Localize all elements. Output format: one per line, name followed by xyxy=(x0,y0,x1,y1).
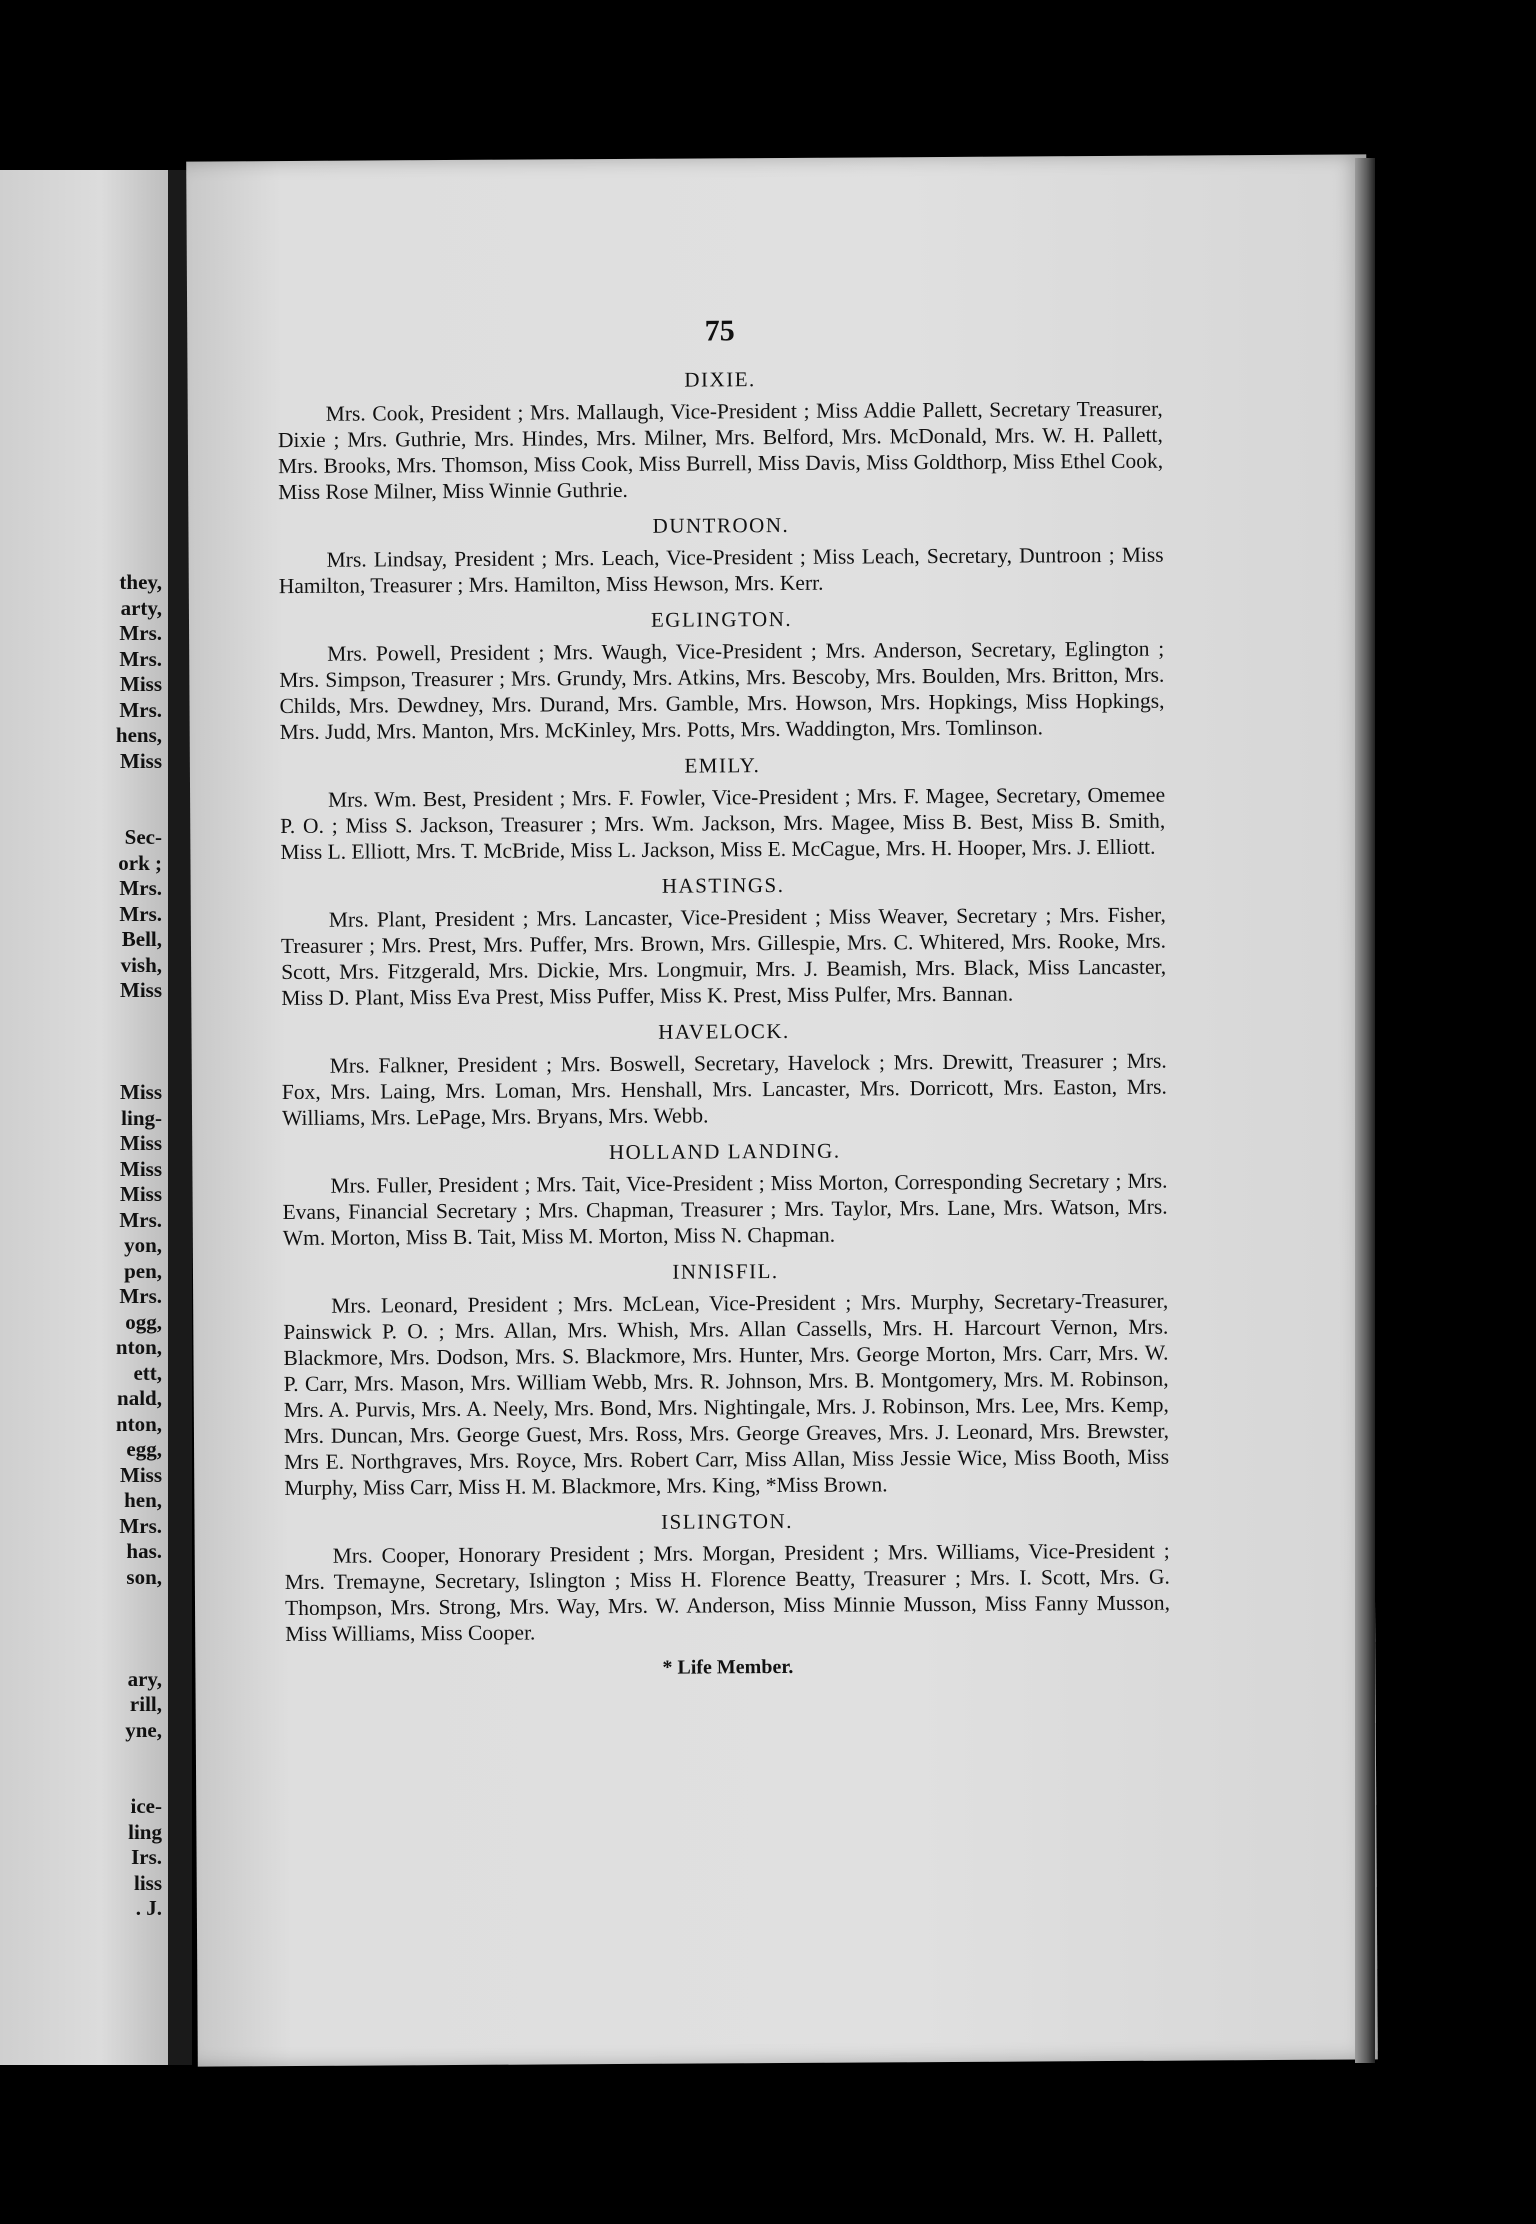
facing-fragment: nton, xyxy=(115,1335,162,1359)
section-body: Mrs. Lindsay, President ; Mrs. Leach, Vice-President ; Miss Leach, Secretary, Duntroon ; Miss Hamilton, Treasurer ; Mrs. Hamilton, Miss Hewson, Mrs. Kerr. xyxy=(278,542,1164,599)
facing-fragment: nald, xyxy=(117,1386,162,1410)
section-heading: INNISFIL. xyxy=(672,1259,779,1284)
facing-fragment: arty, xyxy=(120,595,162,620)
facing-fragment: Bell, xyxy=(121,927,162,951)
section-heading: HAVELOCK. xyxy=(658,1018,790,1044)
facing-fragment: Miss xyxy=(120,1080,162,1104)
facing-fragment: . J. xyxy=(135,1896,162,1920)
facing-fragment: pen, xyxy=(124,1258,162,1283)
section-body: Mrs. Leonard, President ; Mrs. McLean, Vice-President ; Mrs. Murphy, Secretary-Treasurer, Painswick P. O. ; Mrs. Allan, Mrs. Whish, Mrs. Allan Cassells, Mrs. H. Harcourt Vernon, Mrs. Blackmore, Mrs. Dodson, Mrs. S. Blackmore, Mrs. Hunter, Mrs. George Morton, Mrs. Carr, Mrs. W. P. Carr, Mrs. Mason, Mrs. William Webb, Mrs. R. Johnson, Mrs. B. Montgomery, Mrs. M. Robinson, Mrs. A. Purvis, Mrs. A. Neely, Mrs. Bond, Mrs. Nightingale, Mrs. J. Robinson, Mrs. Lee, Mrs. Kemp, Mrs. Duncan, Mrs. George Guest, Mrs. Ross, Mrs. George Greaves, Mrs. J. Leonard, Mrs. Brewster, Mrs E. Northgraves, Mrs. Royce, Mrs. Robert Carr, Miss Allan, Miss Jessie Wice, Miss Booth, Miss Murphy, Miss Carr, Miss H. M. Blackmore, Mrs. King, *Miss Brown. xyxy=(283,1288,1170,1501)
facing-fragment: liss xyxy=(133,1870,162,1895)
facing-fragment: has. xyxy=(126,1539,162,1563)
facing-fragment: yne, xyxy=(125,1717,162,1742)
facing-fragment: ling- xyxy=(121,1105,162,1130)
section-heading: ISLINGTON. xyxy=(660,1508,794,1534)
section-heading: EMILY. xyxy=(684,753,761,778)
book-page xyxy=(186,154,1378,2066)
facing-fragment: ogg, xyxy=(125,1309,162,1334)
facing-fragment: Mrs. xyxy=(119,697,162,722)
facing-fragment: Miss xyxy=(120,1131,162,1155)
facing-fragment: hen, xyxy=(124,1488,162,1512)
section-body: Mrs. Fuller, President ; Mrs. Tait, Vice-President ; Miss Morton, Corresponding Secretary ; Mrs. Evans, Financial Secretary ; Mrs. Chapman, Treasurer ; Mrs. Taylor, Mrs. Lane, Mrs. Watson, Mrs. Wm. Morton, Miss B. Tait, Miss M. Morton, Miss N. Chapman. xyxy=(282,1168,1168,1251)
facing-fragment: Mrs. xyxy=(119,876,162,900)
facing-fragment: rill, xyxy=(129,1692,162,1716)
facing-fragment: vish, xyxy=(120,952,162,977)
section-body: Mrs. Cooper, Honorary President ; Mrs. Morgan, President ; Mrs. Williams, Vice-President ; Mrs. Tremayne, Secretary, Islington ; Miss H. Florence Beatty, Treasurer ; Mrs. I. Scott, Mrs. G. Thompson, Mrs. Strong, Mrs. Way, Mrs. W. Anderson, Miss Minnie Musson, Miss Fanny Musson, Miss Williams, Miss Cooper. xyxy=(284,1538,1171,1647)
facing-fragment: Miss xyxy=(120,1462,162,1487)
section-heading: HASTINGS. xyxy=(661,872,785,898)
section-body: Mrs. Cook, President ; Mrs. Mallaugh, Vice-President ; Miss Addie Pallett, Secretary Treasurer, Dixie ; Mrs. Guthrie, Mrs. Hindes, Mrs. Milner, Mrs. Belford, Mrs. McDonald, Mrs. W. H. Pallett, Mrs. Brooks, Mrs. Thomson, Miss Cook, Miss Burrell, Miss Davis, Miss Goldthorp, Miss Ethel Cook, Miss Rose Milner, Miss Winnie Guthrie. xyxy=(277,396,1164,505)
facing-fragment: Mrs. xyxy=(119,646,162,671)
facing-page-text xyxy=(116,390,162,1922)
facing-fragment: hens, xyxy=(115,723,162,747)
facing-fragment: son, xyxy=(126,1564,162,1589)
page-edge xyxy=(1355,158,1375,2063)
facing-fragment: Miss xyxy=(120,978,162,1002)
section-heading: EGLINGTON. xyxy=(650,606,793,632)
facing-fragment: Mrs. xyxy=(119,1207,162,1232)
facing-fragment: ary, xyxy=(127,1666,162,1691)
section-body: Mrs. Plant, President ; Mrs. Lancaster, Vice-President ; Miss Weaver, Secretary ; Mrs. Fisher, Treasurer ; Mrs. Prest, Mrs. Puffer, Mrs. Brown, Mrs. Gillespie, Mrs. C. Whitered, Mrs. Rooke, Mrs. Scott, Mrs. Fitzgerald, Mrs. Dickie, Mrs. Longmuir, Mrs. J. Beamish, Mrs. Black, Miss Lancaster, Miss D. Plant, Miss Eva Prest, Miss Puffer, Miss K. Prest, Miss Pulfer, Mrs. Bannan. xyxy=(280,902,1167,1011)
facing-page xyxy=(0,170,168,2065)
section-body: Mrs. Powell, President ; Mrs. Waugh, Vice-President ; Mrs. Anderson, Secretary, Eglington ; Mrs. Simpson, Treasurer ; Mrs. Grundy, Mrs. Atkins, Mrs. Bescoby, Mrs. Boulden, Mrs. Britton, Mrs. Childs, Mrs. Dewdney, Mrs. Durand, Mrs. Gamble, Mrs. Howson, Mrs. Hopkings, Miss Hopkings, Mrs. Judd, Mrs. Manton, Mrs. McKinley, Mrs. Potts, Mrs. Waddington, Mrs. Tomlinson. xyxy=(279,636,1165,745)
section-body: Mrs. Falkner, President ; Mrs. Boswell, Secretary, Havelock ; Mrs. Drewitt, Treasurer ; Mrs. Fox, Mrs. Laing, Mrs. Loman, Mrs. Henshall, Mrs. Lancaster, Mrs. Dorricott, Mrs. Easton, Mrs. Williams, Mrs. LePage, Mrs. Bryans, Mrs. Webb. xyxy=(281,1048,1167,1131)
facing-fragment: ork ; xyxy=(118,850,162,875)
page-number: 75 xyxy=(704,314,735,348)
footnote: * Life Member. xyxy=(662,1655,794,1679)
facing-fragment: Irs. xyxy=(131,1845,162,1869)
facing-fragment: Mrs. xyxy=(119,621,162,645)
facing-fragment: nton, xyxy=(115,1411,162,1436)
facing-fragment: ice- xyxy=(130,1794,162,1818)
facing-fragment: Miss xyxy=(120,672,162,696)
facing-fragment: they, xyxy=(119,570,162,594)
section-heading: HOLLAND LANDING. xyxy=(608,1138,841,1165)
facing-fragment: Sec- xyxy=(124,825,162,849)
section-heading: DUNTROON. xyxy=(652,512,790,538)
section-body: Mrs. Wm. Best, President ; Mrs. F. Fowler, Vice-President ; Mrs. F. Magee, Secretary, Omemee P. O. ; Miss S. Jackson, Treasurer ; Mrs. Wm. Jackson, Mrs. Magee, Miss B. Best, Miss B. Smith, Miss L. Elliott, Mrs. T. McBride, Miss L. Jackson, Miss E. McCague, Mrs. H. Hooper, Mrs. J. Elliott. xyxy=(280,782,1166,865)
facing-fragment: Miss xyxy=(120,1156,162,1181)
facing-fragment: Miss xyxy=(120,748,162,773)
facing-fragment: yon, xyxy=(124,1233,162,1257)
facing-fragment: egg, xyxy=(126,1437,162,1461)
facing-fragment: Miss xyxy=(120,1182,162,1206)
facing-fragment: Mrs. xyxy=(119,901,162,926)
facing-fragment: ett, xyxy=(133,1360,162,1385)
page-content xyxy=(277,316,1170,1683)
facing-fragment: Mrs. xyxy=(119,1513,162,1538)
facing-fragment: ling xyxy=(128,1819,162,1844)
facing-fragment: Mrs. xyxy=(119,1284,162,1308)
section-heading: DIXIE. xyxy=(684,367,756,392)
